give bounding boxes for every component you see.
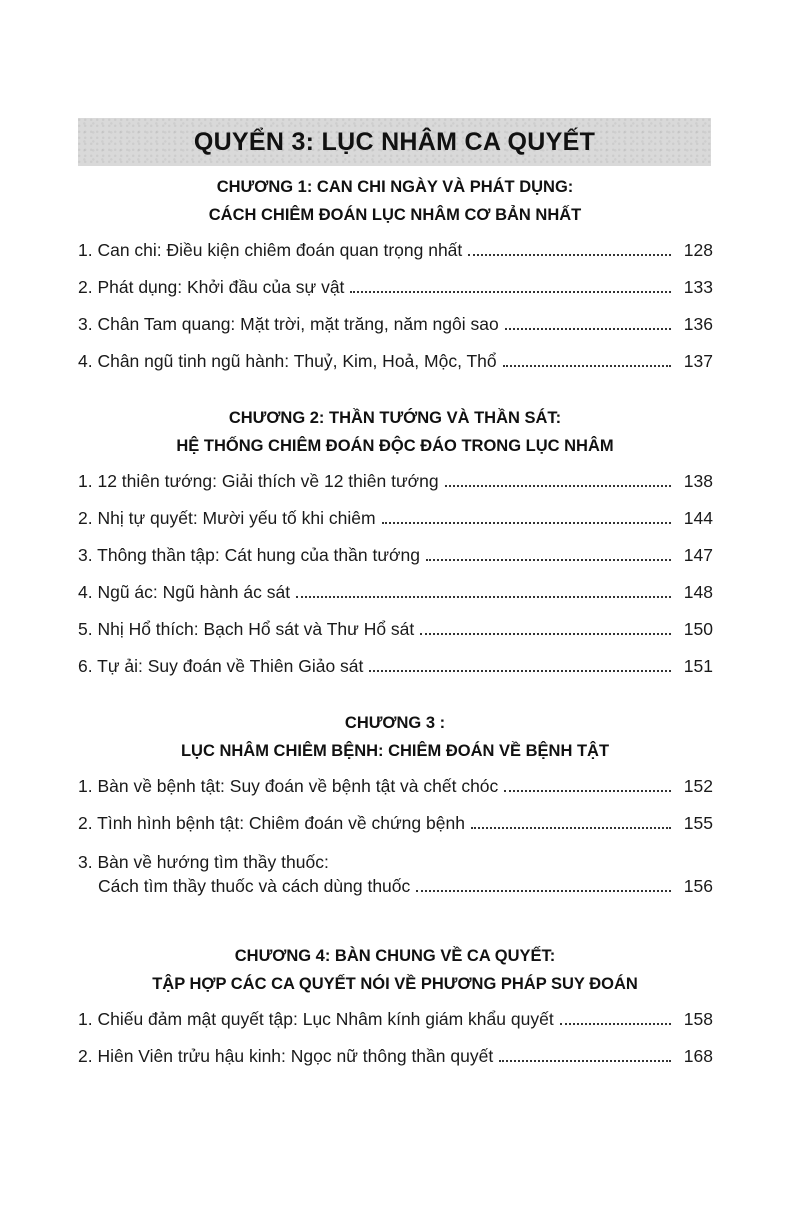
dot-leader (296, 595, 671, 598)
toc-entry[interactable] (78, 582, 713, 608)
toc-entry[interactable] (78, 776, 713, 802)
dot-leader (420, 632, 671, 635)
toc-entry-title: 3. Chân Tam quang: Mặt trời, mặt trăng, năm ngôi sao (78, 314, 499, 334)
toc-entry-page: 158 (683, 1009, 713, 1029)
chapter-1-heading-line2: CÁCH CHIÊM ĐOÁN LỤC NHÂM CƠ BẢN NHẤT (208, 206, 582, 224)
toc-entry-title: 2. Hiên Viên trửu hậu kinh: Ngọc nữ thông thần quyết (78, 1046, 494, 1066)
toc-entry-title: 6. Tự ải: Suy đoán về Thiên Giảo sát (78, 656, 364, 676)
toc-entry-title: 2. Tình hình bệnh tật: Chiêm đoán về chứng bệnh (78, 813, 465, 833)
toc-entry-title: 1. Chiếu đảm mật quyết tập: Lục Nhâm kính giám khẩu quyết (78, 1009, 554, 1029)
toc-entry-page: 137 (683, 351, 713, 371)
dot-leader (468, 253, 671, 256)
toc-entry[interactable] (78, 471, 713, 497)
toc-entry[interactable] (78, 277, 713, 303)
chapter-4-heading-line2: TẬP HỢP CÁC CA QUYẾT NÓI VỀ PHƯƠNG PHÁP SUY ĐOÁN (152, 975, 638, 993)
dot-leader (471, 826, 671, 829)
dot-leader (503, 364, 671, 367)
chapter-4-heading-line1: CHƯƠNG 4: BÀN CHUNG VỀ CA QUYẾT: (234, 947, 556, 965)
chapter-2-heading-line2: HỆ THỐNG CHIÊM ĐOÁN ĐỘC ĐÁO TRONG LỤC NHÂM (176, 437, 614, 455)
toc-entry[interactable] (78, 619, 713, 645)
toc-entry[interactable] (78, 1046, 713, 1072)
toc-entry-page: 168 (683, 1046, 713, 1066)
chapter-3-heading-line2: LỤC NHÂM CHIÊM BỆNH: CHIÊM ĐOÁN VỀ BỆNH TẬT (180, 742, 610, 760)
dot-leader (445, 484, 671, 487)
toc-entry-page: 148 (683, 582, 713, 602)
toc-entry-title: 1. Can chi: Điều kiện chiêm đoán quan trọng nhất (78, 240, 463, 260)
toc-entry-page: 150 (683, 619, 713, 639)
chapter-3-heading-line1: CHƯƠNG 3 : (344, 714, 446, 732)
dot-leader (369, 669, 671, 672)
toc-entry-page: 147 (683, 545, 713, 565)
toc-entry-page: 156 (683, 876, 713, 896)
toc-entry-title: 5. Nhị Hổ thích: Bạch Hổ sát và Thư Hổ sát (78, 619, 415, 639)
chapter-2-heading-line1: CHƯƠNG 2: THẦN TƯỚNG VÀ THẦN SÁT: (228, 409, 562, 427)
chapter-1-heading-line1: CHƯƠNG 1: CAN CHI NGÀY VÀ PHÁT DỤNG: (216, 178, 574, 196)
toc-entry-title: 1. Bàn về bệnh tật: Suy đoán về bệnh tật và chết chóc (78, 776, 499, 796)
dot-leader (504, 789, 671, 792)
toc-entry-page: 138 (683, 471, 713, 491)
book-title: QUYỂN 3: LỤC NHÂM CA QUYẾT (193, 127, 596, 156)
toc-entry-title: 3. Thông thần tập: Cát hung của thần tướng (78, 545, 421, 565)
toc-entry[interactable] (98, 876, 713, 902)
toc-entry-title: 2. Phát dụng: Khởi đầu của sự vật (78, 277, 345, 297)
dot-leader (499, 1059, 671, 1062)
dot-leader (560, 1022, 671, 1025)
toc-entry[interactable] (78, 1009, 713, 1035)
toc-entry-page: 155 (683, 813, 713, 833)
toc-entry[interactable] (78, 240, 713, 266)
toc-entry-title: 4. Chân ngũ tinh ngũ hành: Thuỷ, Kim, Hoả, Mộc, Thổ (78, 351, 497, 371)
dot-leader (350, 290, 671, 293)
toc-entry-title: 4. Ngũ ác: Ngũ hành ác sát (78, 582, 291, 602)
toc-entry-title: 1. 12 thiên tướng: Giải thích về 12 thiên tướng (78, 471, 439, 491)
toc-entry-title: 2. Nhị tự quyết: Mười yếu tố khi chiêm (78, 508, 376, 528)
book-title-banner (78, 118, 711, 166)
toc-entry[interactable] (78, 656, 713, 682)
dot-leader (382, 521, 671, 524)
dot-leader (426, 558, 671, 561)
toc-entry[interactable] (78, 508, 713, 534)
toc-entry-page: 136 (683, 314, 713, 334)
toc-entry-page: 144 (683, 508, 713, 528)
toc-entry[interactable] (78, 314, 713, 340)
toc-entry-page: 128 (683, 240, 713, 260)
toc-entry-title-line1: 3. Bàn về hướng tìm thầy thuốc: (78, 852, 329, 872)
toc-entry-page: 152 (683, 776, 713, 796)
toc-entry-page: 151 (683, 656, 713, 676)
toc-entry-page: 133 (683, 277, 713, 297)
toc-entry[interactable] (78, 351, 713, 377)
toc-entry-title: Cách tìm thầy thuốc và cách dùng thuốc (98, 876, 411, 896)
dot-leader (416, 889, 671, 892)
toc-entry[interactable] (78, 813, 713, 839)
dot-leader (505, 327, 671, 330)
toc-entry[interactable] (78, 545, 713, 571)
